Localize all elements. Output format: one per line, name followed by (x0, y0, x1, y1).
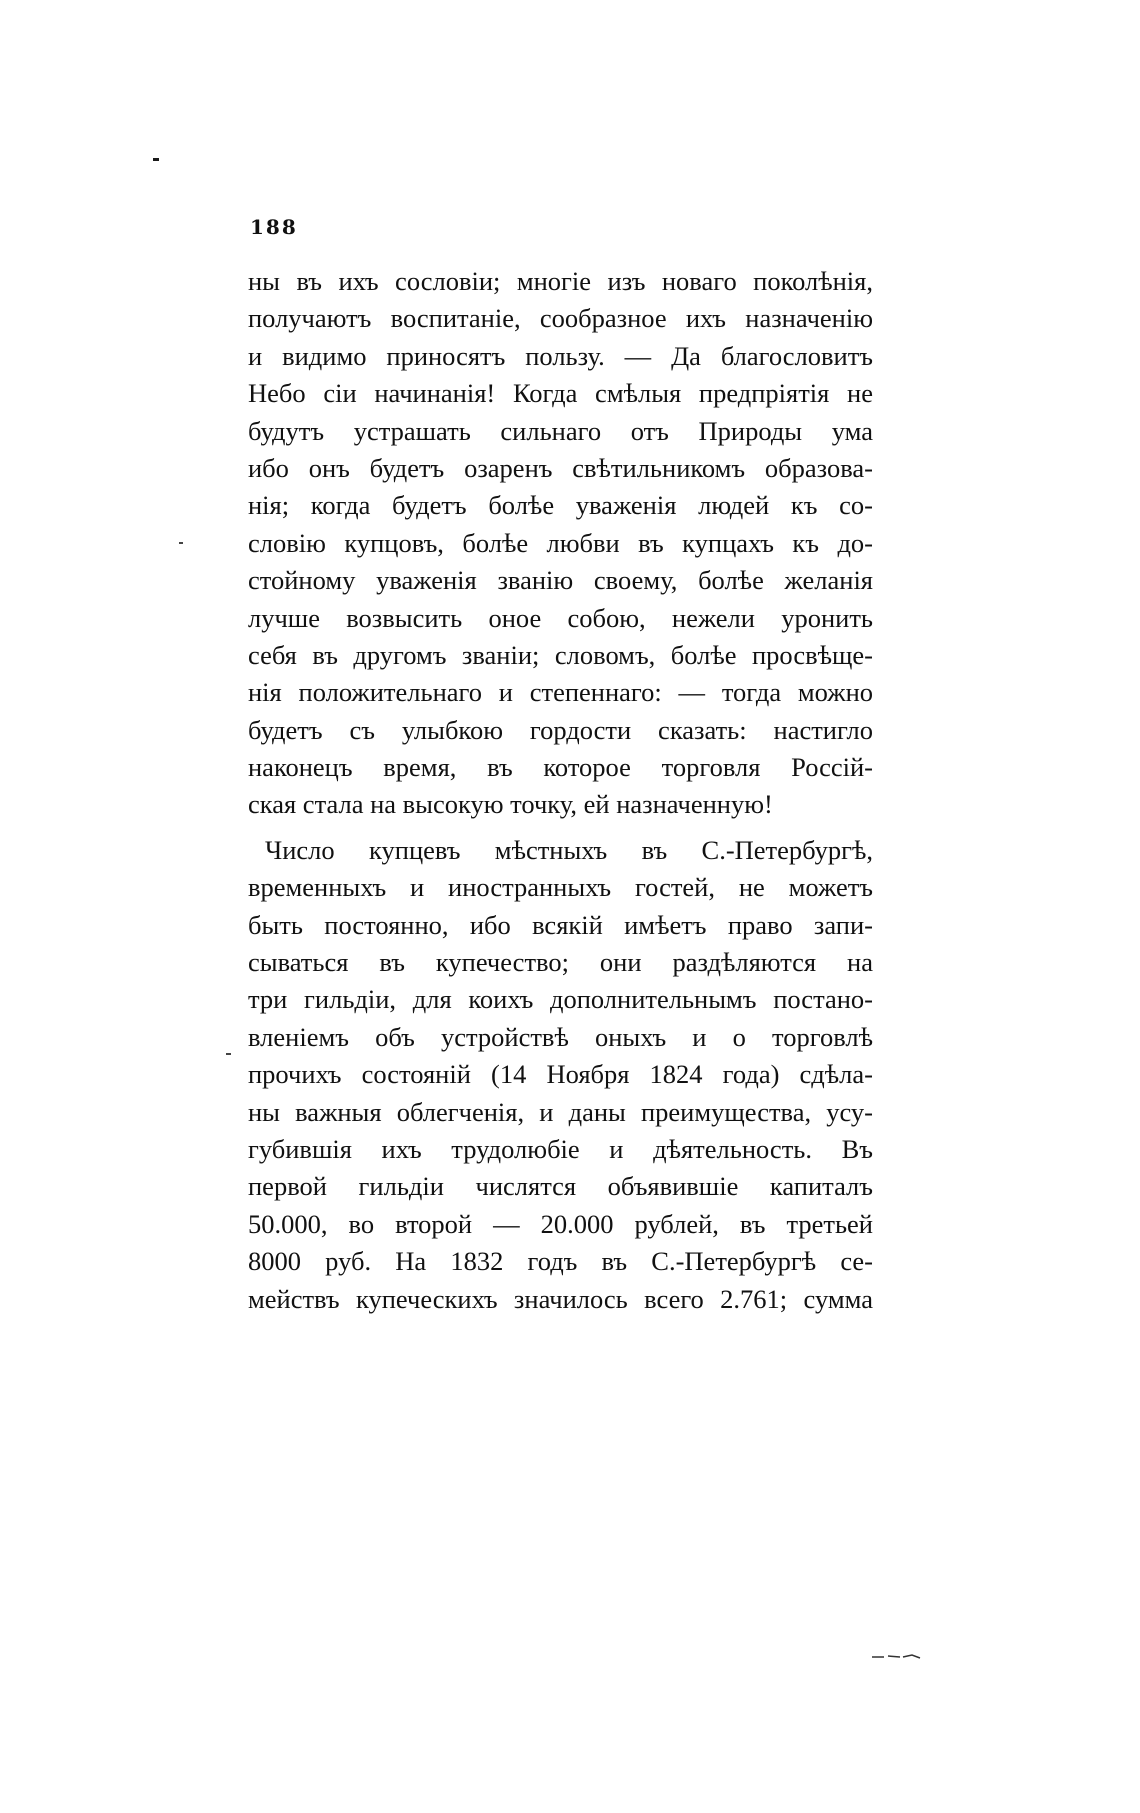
text-line: стойному уваженія званію своему, болѣе желанія (248, 565, 873, 596)
text-line: нія; когда будетъ болѣе уваженія людей къ со- (248, 490, 873, 521)
text-line: ская стала на высокую точку, ей назначенную! (248, 789, 773, 820)
paragraph-gap (248, 824, 873, 832)
text-line: ны въ ихъ сословіи; многіе изъ новаго поколѣнія, (248, 266, 873, 296)
text-line: Небо сіи начинанія! Когда смѣлыя предпріятія не (248, 378, 873, 409)
ink-speck (153, 158, 159, 161)
text-line: быть постоянно, ибо всякій имѣетъ право запи- (248, 909, 873, 940)
text-line: 8000 руб. На 1832 годъ въ С.-Петербургѣ се- (248, 1246, 873, 1277)
text-line: будетъ съ улыбкою гордости сказать: настигло (248, 714, 873, 745)
text-line: временныхъ и иностранныхъ гостей, не можетъ (248, 872, 873, 903)
text-line: губившія ихъ трудолюбіе и дѣятельность. Въ (248, 1133, 873, 1164)
text-line: будутъ устрашать сильнаго отъ Природы ума (248, 415, 873, 446)
text-line: нія положительнаго и степеннаго: — тогда можно (248, 677, 873, 708)
page-number: 188 (250, 215, 298, 239)
text-line: первой гильдіи числятся объявившіе капиталъ (248, 1171, 873, 1202)
library-stamp-mark (870, 1651, 922, 1661)
text-line: сываться въ купечество; они раздѣляются на (248, 947, 873, 978)
paragraph-1 (248, 263, 873, 824)
text-line: 50.000, во второй — 20.000 рублей, въ третьей (248, 1208, 873, 1239)
text-line: три гильдіи, для коихъ дополнительнымъ постано- (248, 984, 873, 1015)
text-line: словію купцовъ, болѣе любви въ купцахъ къ до- (248, 527, 873, 558)
text-line: лучше возвысить оное собою, нежели уронить (248, 602, 873, 633)
text-line: ны важныя облегченія, и даны преимущества, усу- (248, 1096, 873, 1127)
text-line: мействъ купеческихъ значилось всего 2.761; сумма (248, 1283, 873, 1314)
text-line: Число купцевъ мѣстныхъ въ С.-Петербургѣ, (265, 834, 873, 865)
text-line: наконецъ время, въ которое торговля Россій- (248, 752, 873, 783)
text-line: и видимо приносятъ пользу. — Да благословитъ (248, 340, 873, 371)
body-text (248, 263, 873, 1318)
text-line: вленіемъ объ устройствѣ оныхъ и о торговлѣ (248, 1021, 873, 1052)
ink-speck (226, 1053, 231, 1055)
ink-speck (179, 542, 183, 544)
text-line: ибо онъ будетъ озаренъ свѣтильникомъ образова- (248, 452, 873, 483)
text-line: получаютъ воспитаніе, сообразное ихъ назначенію (248, 303, 873, 334)
paragraph-2 (248, 832, 873, 1318)
text-line: себя въ другомъ званіи; словомъ, болѣе просвѣще- (248, 639, 873, 670)
text-line: прочихъ состояній (14 Ноября 1824 года) сдѣла- (248, 1059, 873, 1090)
